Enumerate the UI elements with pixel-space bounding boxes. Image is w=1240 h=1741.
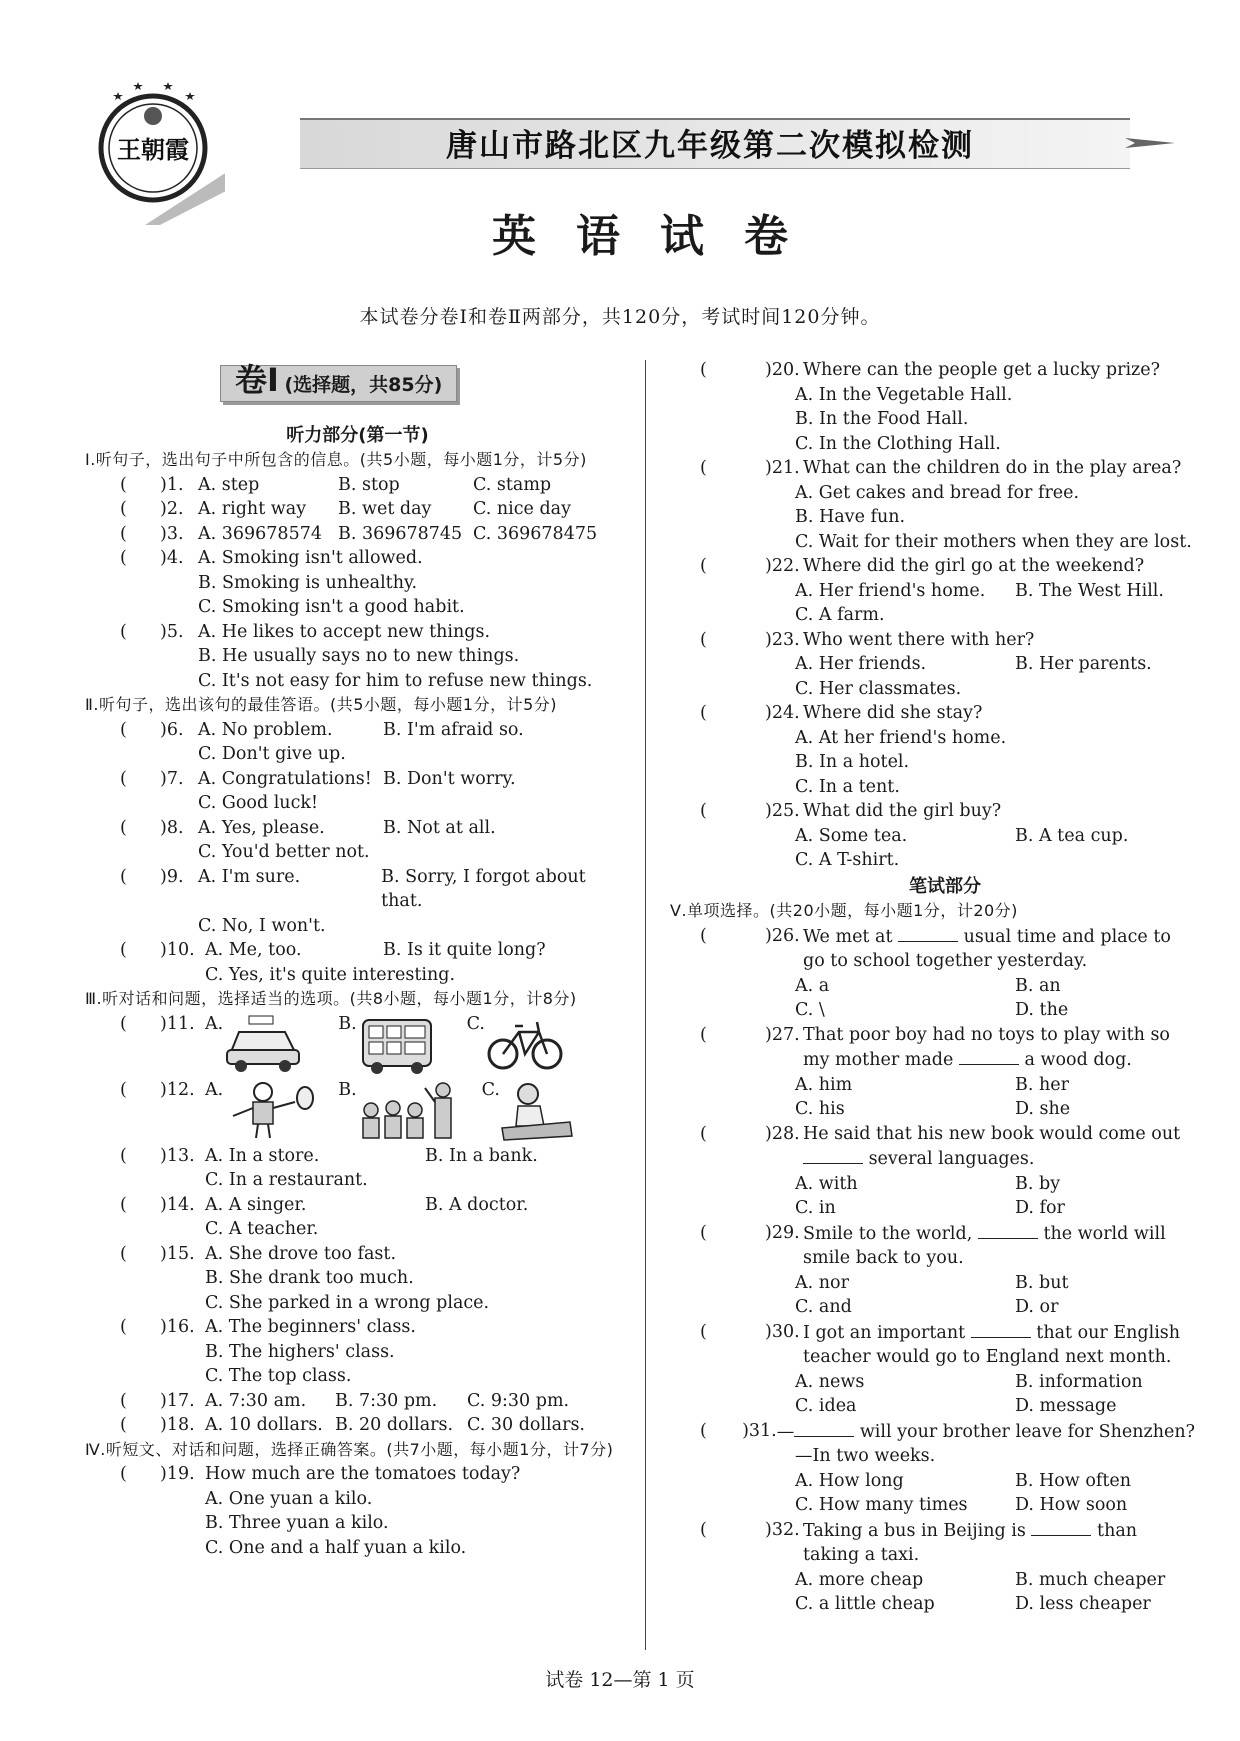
banner-arrow-icon [1125, 138, 1175, 148]
option-a[interactable]: A. 369678574 [198, 523, 322, 544]
answer-blank[interactable] [803, 1146, 863, 1164]
option-c[interactable]: C. idea [795, 1396, 857, 1416]
option-b[interactable]: B. [338, 1013, 357, 1034]
option-d[interactable]: D. she [1015, 1099, 1071, 1119]
question-22: ( )22. Where did the girl go at the weekend? [695, 554, 1195, 579]
question-18: ( )18. A. 10 dollars. B. 20 dollars. C. 30 dollars. [85, 1413, 630, 1438]
taxi-icon [223, 1014, 303, 1074]
question-27: ( )27. That poor boy had no toys to play with so my mother made a wood dog. [700, 1024, 1170, 1070]
option-a[interactable]: A. In the Vegetable Hall. [795, 384, 1013, 405]
question-text: What did the girl buy? [803, 801, 1002, 821]
exam-info: 本试卷分卷Ⅰ和卷Ⅱ两部分，共120分，考试时间120分钟。 [359, 306, 881, 328]
option-c[interactable]: C. Smoking isn't a good habit. [198, 597, 465, 617]
question-24: ( )24. Where did she stay? [695, 701, 1195, 726]
question-21: ( )21. What can the children do in the play area? [695, 456, 1195, 481]
volume-box [220, 361, 457, 402]
option-b[interactable]: B. Sorry, I forgot about that. [381, 866, 586, 911]
option-c[interactable]: C. A farm. [795, 605, 885, 625]
option-a[interactable]: A. At her friend's home. [795, 727, 1007, 748]
question-9: ( )9. A. I'm sure. B. Sorry, I forgot about that. [85, 865, 630, 914]
option-a[interactable]: A. Smoking isn't allowed. [198, 548, 423, 568]
question-4: ( )4. A. Smoking isn't allowed. [85, 546, 630, 571]
option-d[interactable]: D. message [1015, 1396, 1117, 1416]
part2-instructions: Ⅱ.听句子，选出该句的最佳答语。(共5小题，每小题1分，计5分) [85, 695, 557, 714]
option-c[interactable]: C. his [795, 1099, 845, 1119]
option-c[interactable]: C. stamp [473, 474, 552, 495]
child-writing-icon [500, 1080, 575, 1142]
option-a[interactable]: A. [205, 1079, 224, 1100]
option-c[interactable]: C. nice day [473, 499, 572, 519]
option-b[interactable]: B. 20 dollars. [335, 1415, 454, 1435]
right-column [670, 358, 1195, 1617]
option-c[interactable]: C. It's not easy for him to refuse new things. [198, 670, 593, 691]
exam-title: 唐山市路北区九年级第二次模拟检测 [446, 128, 974, 164]
option-b[interactable]: B. A tea cup. [1015, 825, 1129, 846]
option-a[interactable]: A. Her friend's home. [795, 580, 986, 601]
option-a[interactable]: A. with [795, 1173, 858, 1194]
question-3: ( )3. A. 369678574 B. 369678745 C. 369678475 [85, 522, 630, 547]
option-b[interactable]: B. 369678745 [338, 523, 463, 544]
option-a[interactable]: A. nor [795, 1272, 849, 1293]
question-5: ( )5. A. He likes to accept new things. [85, 620, 630, 645]
option-c[interactable]: C. A teacher. [205, 1219, 319, 1239]
option-b[interactable]: B. In a hotel. [795, 752, 910, 772]
option-c[interactable]: C. In a tent. [795, 776, 900, 797]
volume-note: (选择题，共85分) [284, 374, 443, 396]
option-a[interactable]: A. [205, 1013, 224, 1034]
option-c[interactable]: C. You'd better not. [198, 842, 370, 862]
option-a[interactable]: A. Get cakes and bread for free. [795, 482, 1080, 503]
answer-blank[interactable] [898, 924, 958, 942]
option-a[interactable]: A. One yuan a kilo. [205, 1488, 373, 1509]
option-b[interactable]: B. [338, 1079, 357, 1100]
option-a[interactable]: A. In a store. [205, 1145, 320, 1166]
question-10: ( )10. A. Me, too. B. Is it quite long? [85, 938, 630, 963]
option-c[interactable]: C. One and a half yuan a kilo. [205, 1537, 467, 1558]
option-b[interactable]: B. In a bank. [425, 1145, 538, 1166]
question-1: ( )1. A. step B. stop C. stamp [85, 473, 630, 498]
option-a[interactable]: A. How long [795, 1470, 904, 1491]
question-25: ( )25. What did the girl buy? [695, 799, 1195, 824]
option-b[interactable]: B. Is it quite long? [383, 940, 546, 960]
option-a[interactable]: A. right way [198, 499, 307, 519]
question-19: ( )19. How much are the tomatoes today? [85, 1462, 630, 1487]
question-26: ( )26. We met at usual time and place to go to school together yesterday. [700, 925, 1171, 971]
question-text: What can the children do in the play area? [803, 458, 1182, 478]
question-text: Where did the girl go at the weekend? [803, 556, 1145, 576]
option-b[interactable]: B. Don't worry. [383, 768, 516, 789]
option-c[interactable]: C. In the Clothing Hall. [795, 433, 1001, 454]
question-17: ( )17. A. 7:30 am. B. 7:30 pm. C. 9:30 pm. [85, 1389, 630, 1414]
option-b[interactable]: B. The West Hill. [1015, 580, 1164, 601]
option-d[interactable]: D. the [1015, 1000, 1069, 1020]
exam-subject: 英语试卷 [492, 211, 828, 262]
option-b[interactable]: B. but [1015, 1272, 1069, 1293]
option-b[interactable]: B. How often [1015, 1470, 1131, 1491]
option-c[interactable]: C. a little cheap [795, 1594, 935, 1614]
question-7: ( )7. A. Congratulations! B. Don't worry. [85, 767, 630, 792]
option-a[interactable]: A. 10 dollars. [205, 1415, 323, 1435]
option-c[interactable]: C. and [795, 1297, 852, 1317]
option-a[interactable]: A. I'm sure. [198, 866, 301, 887]
option-b[interactable]: B. Have fun. [795, 507, 906, 527]
listening-title: 听力部分(第一节) [286, 424, 429, 446]
option-b[interactable]: B. I'm afraid so. [383, 719, 524, 740]
part3-instructions: Ⅲ.听对话和问题，选择适当的选项。(共8小题，每小题1分，计8分) [85, 989, 577, 1008]
option-c[interactable]: C. Good luck! [198, 793, 319, 813]
option-a[interactable]: A. Her friends. [795, 654, 927, 674]
option-b[interactable]: B. The highers' class. [205, 1341, 395, 1362]
answer-blank[interactable] [794, 1419, 854, 1437]
question-28: ( )28. He said that his new book would come out several languages. [700, 1123, 1181, 1169]
option-b[interactable]: B. Not at all. [383, 817, 496, 838]
option-a[interactable]: A. step [198, 474, 260, 495]
option-b[interactable]: B. In the Food Hall. [795, 409, 969, 429]
option-b[interactable]: B. 7:30 pm. [335, 1390, 438, 1411]
option-b[interactable]: B. information [1015, 1371, 1143, 1392]
option-c[interactable]: C. How many times [795, 1495, 968, 1515]
option-c[interactable]: C. [481, 1079, 500, 1100]
question-text: Where can the people get a lucky prize? [803, 360, 1160, 380]
question-32: ( )32. Taking a bus in Beijing is than taking a taxi. [700, 1519, 1138, 1565]
question-31: ( )31. — will your brother leave for Shenzhen? [700, 1420, 1195, 1442]
bus-icon [357, 1014, 437, 1076]
option-d[interactable]: D. How soon [1015, 1495, 1128, 1515]
volume-label: 卷Ⅰ [235, 361, 279, 399]
option-a[interactable]: A. He likes to accept new things. [198, 621, 491, 642]
page-footer: 试卷 12—第 1 页 [545, 1669, 695, 1691]
option-c[interactable]: C. \ [795, 1000, 825, 1020]
option-a[interactable]: A. news [795, 1371, 865, 1392]
left-column [85, 361, 630, 1560]
option-c[interactable]: C. in [795, 1198, 836, 1218]
question-20: ( )20. Where can the people get a lucky prize? [695, 358, 1195, 383]
part4-instructions: Ⅳ.听短文、对话和问题，选择正确答案。(共7小题，每小题1分，计7分) [85, 1439, 614, 1459]
option-c[interactable]: C. A T-shirt. [795, 850, 900, 870]
singing-group-icon [357, 1080, 462, 1142]
question-12: ( )12. A. B. C. [85, 1078, 630, 1144]
question-13: ( )13. A. In a store. B. In a bank. [85, 1144, 630, 1169]
option-b[interactable]: B. stop [338, 474, 400, 495]
question-23: ( )23. Who went there with her? [695, 628, 1195, 653]
option-c[interactable]: C. Wait for their mothers when they are lost. [795, 531, 1192, 552]
option-d[interactable]: D. or [1015, 1297, 1059, 1317]
option-a[interactable]: A. 7:30 am. [205, 1390, 307, 1411]
option-b[interactable]: B. Her parents. [1015, 654, 1152, 674]
answer-blank[interactable] [971, 1320, 1031, 1338]
option-b[interactable]: B. He usually says no to new things. [198, 646, 520, 666]
option-a[interactable]: A. No problem. [198, 719, 333, 740]
option-b[interactable]: B. by [1015, 1173, 1061, 1194]
option-c[interactable]: C. 9:30 pm. [467, 1390, 570, 1411]
boy-with-racket-icon [223, 1080, 318, 1140]
bicycle-icon [485, 1014, 565, 1074]
option-b[interactable]: B. A doctor. [425, 1194, 529, 1215]
option-a[interactable]: A. The beginners' class. [205, 1317, 416, 1337]
logo-text: 王朝霞 [117, 135, 189, 164]
option-a[interactable]: A. him [795, 1074, 853, 1095]
question-text: Who went there with her? [803, 629, 1035, 650]
question-15: ( )15. A. She drove too fast. [85, 1242, 630, 1267]
option-a[interactable]: A. Me, too. [205, 940, 302, 960]
part5-instructions: Ⅴ.单项选择。(共20小题，每小题1分，计20分) [670, 901, 1018, 920]
question-2: ( )2. A. right way B. wet day C. nice day [85, 497, 630, 522]
question-11: ( )11. A. B. C. [85, 1012, 630, 1078]
option-d[interactable]: D. for [1015, 1198, 1065, 1218]
option-c[interactable]: C. No, I won't. [198, 915, 326, 936]
option-b[interactable]: B. Three yuan a kilo. [205, 1513, 389, 1533]
option-b[interactable]: B. wet day [338, 499, 432, 519]
option-a[interactable]: A. She drove too fast. [205, 1243, 397, 1264]
option-b[interactable]: B. Smoking is unhealthy. [198, 572, 418, 593]
answer-blank[interactable] [978, 1221, 1038, 1239]
question-text: Where did she stay? [803, 703, 983, 723]
option-b[interactable]: B. She drank too much. [205, 1268, 414, 1288]
option-c[interactable]: C. 30 dollars. [467, 1415, 585, 1435]
option-a[interactable]: A. A singer. [205, 1194, 307, 1215]
option-c[interactable]: C. Don't give up. [198, 744, 346, 764]
option-a[interactable]: A. a [795, 975, 830, 996]
option-c[interactable]: C. Her classmates. [795, 678, 962, 699]
option-d[interactable]: D. less cheaper [1015, 1594, 1151, 1614]
option-c[interactable]: C. [466, 1013, 485, 1034]
question-30: ( )30. I got an important that our English teacher would go to England next month. [700, 1321, 1181, 1367]
answer-blank[interactable] [1031, 1518, 1091, 1536]
question-6: ( )6. A. No problem. B. I'm afraid so. [85, 718, 630, 743]
answer-blank[interactable] [959, 1047, 1019, 1065]
column-divider [645, 360, 646, 1650]
question-text: How much are the tomatoes today? [205, 1464, 521, 1484]
question-16: ( )16. A. The beginners' class. [85, 1315, 630, 1340]
question-14: ( )14. A. A singer. B. A doctor. [85, 1193, 630, 1218]
question-8: ( )8. A. Yes, please. B. Not at all. [85, 816, 630, 841]
question-reply: —In two weeks. [795, 1446, 936, 1466]
option-c[interactable]: C. Yes, it's quite interesting. [205, 964, 456, 985]
option-a[interactable]: A. Congratulations! [198, 768, 372, 789]
option-c[interactable]: C. The top class. [205, 1366, 352, 1386]
option-c[interactable]: C. 369678475 [473, 523, 598, 544]
option-c[interactable]: C. In a restaurant. [205, 1170, 368, 1190]
option-b[interactable]: B. an [1015, 975, 1061, 996]
part1-instructions: Ⅰ.听句子，选出句子中所包含的信息。(共5小题，每小题1分，计5分) [85, 450, 587, 469]
option-c[interactable]: C. She parked in a wrong place. [205, 1292, 490, 1313]
question-29: ( )29. Smile to the world, the world will smile back to you. [700, 1222, 1166, 1268]
option-a[interactable]: A. Yes, please. [198, 817, 325, 838]
option-a[interactable]: A. more cheap [795, 1569, 924, 1590]
option-b[interactable]: B. much cheaper [1015, 1569, 1166, 1590]
writing-title: 笔试部分 [909, 875, 981, 897]
option-b[interactable]: B. her [1015, 1074, 1069, 1095]
option-a[interactable]: A. Some tea. [795, 825, 908, 846]
